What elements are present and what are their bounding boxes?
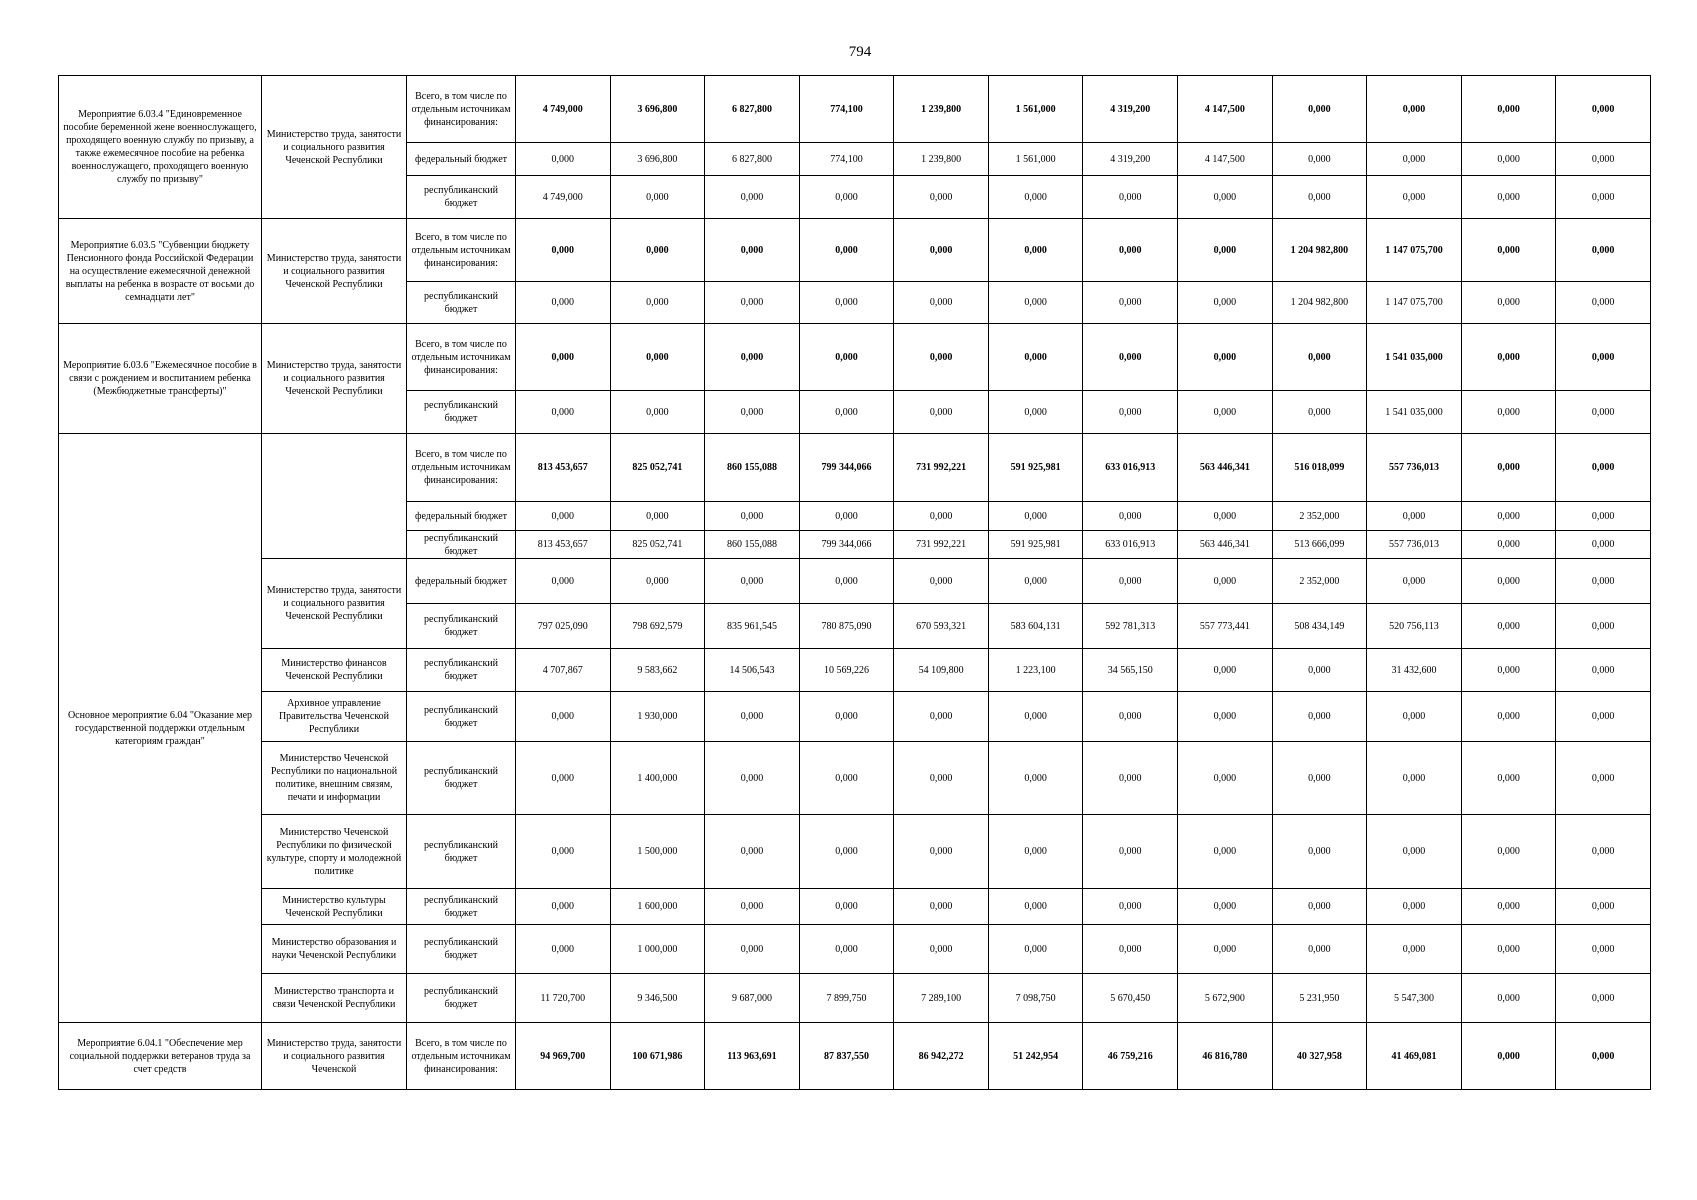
funding-source-cell: республиканский бюджет [407,531,516,559]
funding-table-body [59,76,1651,1090]
value-cell: 46 816,780 [1178,1023,1273,1090]
value-cell: 0,000 [799,742,894,815]
value-cell: 100 671,986 [610,1023,705,1090]
value-cell: 4 707,867 [516,649,611,692]
value-cell: 670 593,321 [894,604,989,649]
value-cell: 513 666,099 [1272,531,1367,559]
value-cell: 1 541 035,000 [1367,391,1462,434]
value-cell: 0,000 [988,282,1083,324]
value-cell: 0,000 [610,176,705,219]
value-cell: 0,000 [894,282,989,324]
value-cell: 0,000 [705,692,800,742]
value-cell: 0,000 [988,391,1083,434]
event-name-cell: Мероприятие 6.03.6 "Ежемесячное пособие в связи с рождением и воспитанием ребенка (Межбюджетные трансферты)" [59,324,262,434]
value-cell: 0,000 [1556,974,1651,1023]
value-cell: 5 670,450 [1083,974,1178,1023]
value-cell: 0,000 [1556,692,1651,742]
value-cell: 1 561,000 [988,76,1083,143]
value-cell: 731 992,221 [894,531,989,559]
value-cell: 0,000 [1556,815,1651,889]
value-cell: 0,000 [705,742,800,815]
value-cell: 0,000 [988,324,1083,391]
value-cell: 87 837,550 [799,1023,894,1090]
value-cell: 563 446,341 [1178,531,1273,559]
value-cell: 0,000 [799,219,894,282]
value-cell: 799 344,066 [799,434,894,502]
value-cell: 10 569,226 [799,649,894,692]
funding-source-cell: республиканский бюджет [407,692,516,742]
value-cell: 0,000 [1461,1023,1556,1090]
value-cell: 0,000 [1367,143,1462,176]
funding-source-cell: федеральный бюджет [407,143,516,176]
value-cell: 860 155,088 [705,531,800,559]
value-cell: 0,000 [1083,925,1178,974]
value-cell: 1 600,000 [610,889,705,925]
value-cell: 0,000 [1556,604,1651,649]
value-cell: 0,000 [988,889,1083,925]
value-cell: 0,000 [1178,559,1273,604]
value-cell: 731 992,221 [894,434,989,502]
value-cell: 40 327,958 [1272,1023,1367,1090]
value-cell: 0,000 [1367,742,1462,815]
value-cell: 0,000 [610,391,705,434]
value-cell: 0,000 [1556,324,1651,391]
value-cell: 0,000 [516,742,611,815]
value-cell: 0,000 [1461,502,1556,531]
value-cell: 0,000 [1083,742,1178,815]
executor-cell: Министерство труда, занятости и социального развития Чеченской [262,1023,407,1090]
value-cell: 0,000 [1556,176,1651,219]
funding-source-cell: республиканский бюджет [407,649,516,692]
value-cell: 0,000 [516,391,611,434]
value-cell: 0,000 [705,815,800,889]
value-cell: 0,000 [705,889,800,925]
value-cell: 1 541 035,000 [1367,324,1462,391]
value-cell: 4 749,000 [516,76,611,143]
value-cell: 2 352,000 [1272,502,1367,531]
value-cell: 0,000 [705,176,800,219]
value-cell: 6 827,800 [705,143,800,176]
executor-cell: Министерство труда, занятости и социального развития Чеченской Республики [262,324,407,434]
value-cell: 0,000 [1556,925,1651,974]
funding-source-cell: республиканский бюджет [407,974,516,1023]
funding-source-cell: республиканский бюджет [407,925,516,974]
value-cell: 1 239,800 [894,143,989,176]
value-cell: 797 025,090 [516,604,611,649]
value-cell: 1 147 075,700 [1367,282,1462,324]
value-cell: 0,000 [894,559,989,604]
value-cell: 1 223,100 [988,649,1083,692]
value-cell: 0,000 [705,324,800,391]
value-cell: 0,000 [894,692,989,742]
executor-cell: Министерство труда, занятости и социального развития Чеченской Республики [262,559,407,649]
value-cell: 31 432,600 [1367,649,1462,692]
value-cell: 0,000 [1556,531,1651,559]
value-cell: 0,000 [799,559,894,604]
value-cell: 0,000 [988,742,1083,815]
value-cell: 9 583,662 [610,649,705,692]
funding-source-cell: республиканский бюджет [407,391,516,434]
executor-cell: Министерство Чеченской Республики по физической культуре, спорту и молодежной политике [262,815,407,889]
value-cell: 0,000 [610,559,705,604]
funding-source-cell: республиканский бюджет [407,176,516,219]
table-row [59,815,1651,889]
value-cell: 46 759,216 [1083,1023,1178,1090]
value-cell: 1 147 075,700 [1367,219,1462,282]
value-cell: 591 925,981 [988,531,1083,559]
value-cell: 0,000 [1461,974,1556,1023]
funding-source-cell: Всего, в том числе по отдельным источникам финансирования: [407,1023,516,1090]
value-cell: 7 289,100 [894,974,989,1023]
value-cell: 0,000 [1178,925,1273,974]
value-cell: 1 500,000 [610,815,705,889]
value-cell: 0,000 [894,324,989,391]
value-cell: 5 672,900 [1178,974,1273,1023]
value-cell: 799 344,066 [799,531,894,559]
value-cell: 0,000 [988,176,1083,219]
value-cell: 0,000 [988,502,1083,531]
value-cell: 0,000 [1461,324,1556,391]
event-name-cell: Мероприятие 6.03.5 "Субвенции бюджету Пенсионного фонда Российской Федерации на осуществление ежемесячной денежной выплаты на ребенка в возрасте от восьми до семнадцати лет" [59,219,262,324]
value-cell: 0,000 [894,502,989,531]
funding-source-cell: Всего, в том числе по отдельным источникам финансирования: [407,76,516,143]
value-cell: 0,000 [894,889,989,925]
value-cell: 0,000 [1556,502,1651,531]
value-cell: 0,000 [1083,502,1178,531]
value-cell: 0,000 [1178,282,1273,324]
value-cell: 1 204 982,800 [1272,219,1367,282]
value-cell: 557 773,441 [1178,604,1273,649]
value-cell: 0,000 [799,324,894,391]
funding-source-cell: республиканский бюджет [407,604,516,649]
value-cell: 0,000 [516,889,611,925]
value-cell: 0,000 [516,282,611,324]
value-cell: 7 098,750 [988,974,1083,1023]
value-cell: 51 242,954 [988,1023,1083,1090]
table-row [59,925,1651,974]
value-cell: 41 469,081 [1367,1023,1462,1090]
value-cell: 0,000 [1556,143,1651,176]
table-row [59,76,1651,143]
table-row [59,1023,1651,1090]
value-cell: 0,000 [1461,815,1556,889]
value-cell: 780 875,090 [799,604,894,649]
value-cell: 557 736,013 [1367,434,1462,502]
value-cell: 774,100 [799,143,894,176]
value-cell: 0,000 [516,925,611,974]
event-name-cell: Мероприятие 6.04.1 "Обеспечение мер социальной поддержки ветеранов труда за счет средств [59,1023,262,1090]
table-row [59,889,1651,925]
value-cell: 0,000 [516,692,611,742]
value-cell: 0,000 [1272,391,1367,434]
value-cell: 9 346,500 [610,974,705,1023]
executor-cell: Министерство транспорта и связи Чеченской Республики [262,974,407,1023]
value-cell: 516 018,099 [1272,434,1367,502]
value-cell: 0,000 [1461,742,1556,815]
value-cell: 0,000 [1556,559,1651,604]
value-cell: 520 756,113 [1367,604,1462,649]
value-cell: 0,000 [1272,889,1367,925]
value-cell: 0,000 [894,742,989,815]
value-cell: 11 720,700 [516,974,611,1023]
value-cell: 774,100 [799,76,894,143]
value-cell: 3 696,800 [610,76,705,143]
value-cell: 0,000 [1367,925,1462,974]
value-cell: 0,000 [1461,143,1556,176]
value-cell: 0,000 [1083,889,1178,925]
value-cell: 0,000 [1367,692,1462,742]
value-cell: 633 016,913 [1083,531,1178,559]
value-cell: 1 239,800 [894,76,989,143]
value-cell: 1 561,000 [988,143,1083,176]
value-cell: 0,000 [894,925,989,974]
value-cell: 0,000 [799,692,894,742]
value-cell: 0,000 [1461,391,1556,434]
value-cell: 0,000 [516,559,611,604]
value-cell: 14 506,543 [705,649,800,692]
table-row [59,559,1651,604]
value-cell: 633 016,913 [1083,434,1178,502]
table-row [59,434,1651,502]
value-cell: 0,000 [610,324,705,391]
value-cell: 0,000 [1272,324,1367,391]
funding-source-cell: федеральный бюджет [407,559,516,604]
value-cell: 0,000 [1556,391,1651,434]
executor-cell [262,434,407,559]
value-cell: 0,000 [610,219,705,282]
value-cell: 0,000 [1083,219,1178,282]
funding-source-cell: республиканский бюджет [407,889,516,925]
value-cell: 0,000 [516,815,611,889]
funding-source-cell: Всего, в том числе по отдельным источникам финансирования: [407,324,516,391]
funding-table [58,75,1651,1090]
value-cell: 0,000 [799,925,894,974]
value-cell: 0,000 [1178,176,1273,219]
funding-source-cell: федеральный бюджет [407,502,516,531]
value-cell: 0,000 [988,815,1083,889]
value-cell: 0,000 [1178,692,1273,742]
value-cell: 0,000 [705,502,800,531]
value-cell: 0,000 [1461,925,1556,974]
funding-source-cell: Всего, в том числе по отдельным источникам финансирования: [407,219,516,282]
value-cell: 0,000 [799,889,894,925]
value-cell: 0,000 [705,559,800,604]
value-cell: 0,000 [1556,219,1651,282]
value-cell: 583 604,131 [988,604,1083,649]
value-cell: 0,000 [1461,76,1556,143]
value-cell: 813 453,657 [516,434,611,502]
value-cell: 0,000 [1367,889,1462,925]
value-cell: 0,000 [1178,324,1273,391]
value-cell: 0,000 [705,219,800,282]
value-cell: 0,000 [1272,76,1367,143]
value-cell: 34 565,150 [1083,649,1178,692]
value-cell: 825 052,741 [610,434,705,502]
value-cell: 0,000 [988,559,1083,604]
executor-cell: Министерство труда, занятости и социального развития Чеченской Республики [262,219,407,324]
value-cell: 508 434,149 [1272,604,1367,649]
value-cell: 0,000 [1461,692,1556,742]
executor-cell: Министерство образования и науки Чеченской Республики [262,925,407,974]
value-cell: 1 000,000 [610,925,705,974]
value-cell: 7 899,750 [799,974,894,1023]
value-cell: 592 781,313 [1083,604,1178,649]
value-cell: 0,000 [1461,531,1556,559]
funding-source-cell: республиканский бюджет [407,742,516,815]
table-row [59,692,1651,742]
value-cell: 4 147,500 [1178,143,1273,176]
funding-source-cell: республиканский бюджет [407,815,516,889]
value-cell: 813 453,657 [516,531,611,559]
event-name-cell: Мероприятие 6.03.4 "Единовременное пособие беременной жене военнослужащего, проходящего военную службу по призыву, а также ежемесячное пособие на ребенка военнослужащего, проходящего военную службу по призыву" [59,76,262,219]
value-cell: 0,000 [894,219,989,282]
value-cell: 5 231,950 [1272,974,1367,1023]
value-cell: 0,000 [1178,815,1273,889]
value-cell: 0,000 [1367,76,1462,143]
value-cell: 0,000 [1461,434,1556,502]
value-cell: 1 204 982,800 [1272,282,1367,324]
value-cell: 0,000 [1556,282,1651,324]
value-cell: 0,000 [1272,925,1367,974]
table-row [59,974,1651,1023]
value-cell: 0,000 [1367,559,1462,604]
value-cell: 835 961,545 [705,604,800,649]
value-cell: 0,000 [799,391,894,434]
table-row [59,742,1651,815]
value-cell: 4 749,000 [516,176,611,219]
table-row [59,649,1651,692]
value-cell: 0,000 [1178,889,1273,925]
table-row [59,324,1651,391]
value-cell: 86 942,272 [894,1023,989,1090]
value-cell: 0,000 [1556,434,1651,502]
table-row [59,219,1651,282]
executor-cell: Архивное управление Правительства Чеченской Республики [262,692,407,742]
value-cell: 557 736,013 [1367,531,1462,559]
value-cell: 0,000 [1272,742,1367,815]
value-cell: 860 155,088 [705,434,800,502]
value-cell: 0,000 [1272,176,1367,219]
value-cell: 0,000 [1461,219,1556,282]
value-cell: 0,000 [1272,692,1367,742]
value-cell: 0,000 [1556,1023,1651,1090]
value-cell: 9 687,000 [705,974,800,1023]
value-cell: 0,000 [1367,176,1462,219]
value-cell: 1 930,000 [610,692,705,742]
value-cell: 0,000 [988,219,1083,282]
value-cell: 0,000 [1461,176,1556,219]
value-cell: 1 400,000 [610,742,705,815]
value-cell: 825 052,741 [610,531,705,559]
value-cell: 54 109,800 [894,649,989,692]
value-cell: 798 692,579 [610,604,705,649]
value-cell: 0,000 [705,925,800,974]
value-cell: 0,000 [1083,391,1178,434]
value-cell: 0,000 [799,815,894,889]
executor-cell: Министерство труда, занятости и социального развития Чеченской Республики [262,76,407,219]
value-cell: 0,000 [705,391,800,434]
value-cell: 0,000 [1083,692,1178,742]
value-cell: 3 696,800 [610,143,705,176]
value-cell: 94 969,700 [516,1023,611,1090]
page-number: 794 [848,44,872,60]
value-cell: 0,000 [610,282,705,324]
value-cell: 2 352,000 [1272,559,1367,604]
executor-cell: Министерство культуры Чеченской Республики [262,889,407,925]
value-cell: 4 147,500 [1178,76,1273,143]
value-cell: 0,000 [1556,742,1651,815]
value-cell: 6 827,800 [705,76,800,143]
value-cell: 0,000 [1556,889,1651,925]
value-cell: 0,000 [1272,815,1367,889]
executor-cell: Министерство финансов Чеченской Республики [262,649,407,692]
value-cell: 563 446,341 [1178,434,1273,502]
value-cell: 0,000 [610,502,705,531]
value-cell: 0,000 [799,176,894,219]
funding-source-cell: республиканский бюджет [407,282,516,324]
value-cell: 0,000 [1272,143,1367,176]
value-cell: 0,000 [516,324,611,391]
value-cell: 0,000 [1178,219,1273,282]
value-cell: 0,000 [1367,502,1462,531]
event-name-cell: Основное мероприятие 6.04 "Оказание мер государственной поддержки отдельным категориям граждан" [59,434,262,1023]
value-cell: 0,000 [516,502,611,531]
value-cell: 0,000 [1367,815,1462,889]
value-cell: 0,000 [1178,742,1273,815]
value-cell: 0,000 [894,176,989,219]
value-cell: 0,000 [1083,282,1178,324]
value-cell: 5 547,300 [1367,974,1462,1023]
value-cell: 591 925,981 [988,434,1083,502]
value-cell: 0,000 [988,925,1083,974]
funding-source-cell: Всего, в том числе по отдельным источникам финансирования: [407,434,516,502]
value-cell: 0,000 [1461,604,1556,649]
value-cell: 0,000 [1178,502,1273,531]
value-cell: 0,000 [1461,559,1556,604]
value-cell: 0,000 [1083,815,1178,889]
value-cell: 4 319,200 [1083,143,1178,176]
value-cell: 0,000 [516,143,611,176]
value-cell: 0,000 [799,502,894,531]
executor-cell: Министерство Чеченской Республики по национальной политике, внешним связям, печати и информации [262,742,407,815]
value-cell: 0,000 [1461,889,1556,925]
value-cell: 0,000 [705,282,800,324]
value-cell: 0,000 [988,692,1083,742]
value-cell: 0,000 [1083,324,1178,391]
value-cell: 113 963,691 [705,1023,800,1090]
value-cell: 4 319,200 [1083,76,1178,143]
value-cell: 0,000 [1178,649,1273,692]
value-cell: 0,000 [1083,176,1178,219]
value-cell: 0,000 [894,391,989,434]
value-cell: 0,000 [1272,649,1367,692]
value-cell: 0,000 [799,282,894,324]
value-cell: 0,000 [1178,391,1273,434]
value-cell: 0,000 [1083,559,1178,604]
value-cell: 0,000 [1461,649,1556,692]
value-cell: 0,000 [1556,76,1651,143]
value-cell: 0,000 [1461,282,1556,324]
value-cell: 0,000 [516,219,611,282]
value-cell: 0,000 [1556,649,1651,692]
value-cell: 0,000 [894,815,989,889]
